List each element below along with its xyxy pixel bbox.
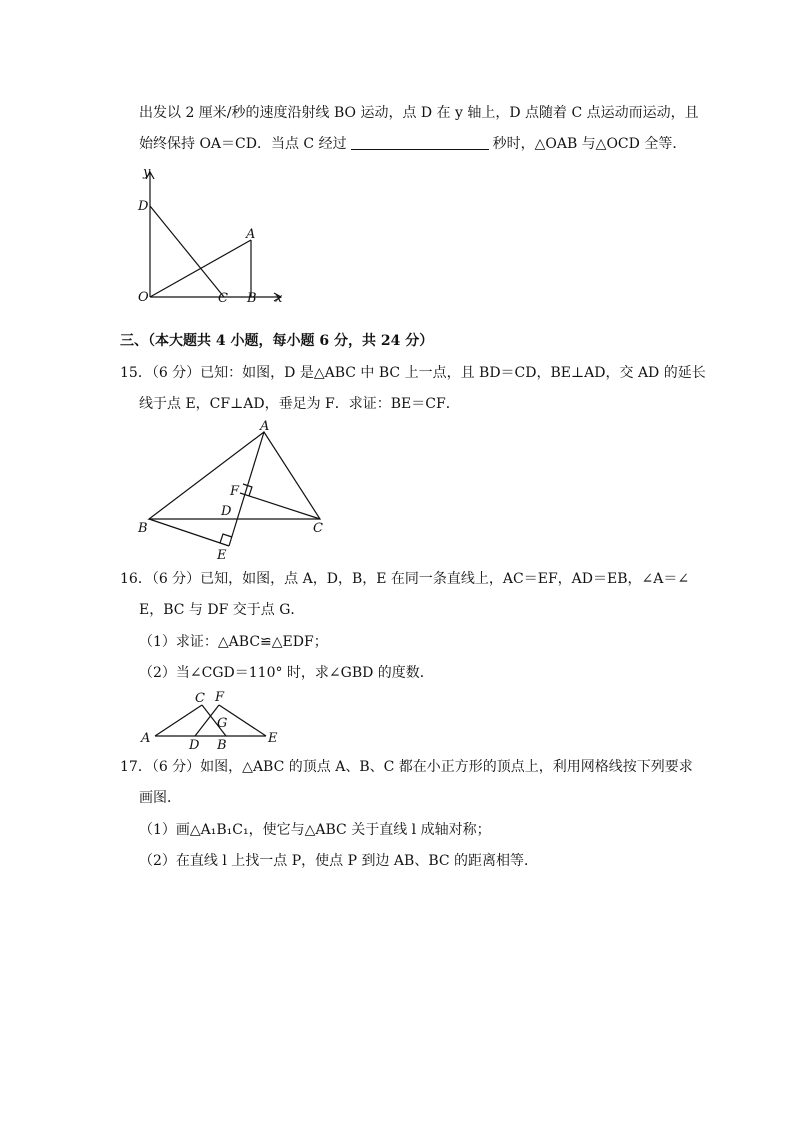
- q15-label-F: F: [230, 484, 240, 499]
- q16-label-G: G: [217, 716, 228, 731]
- q16-segment-AC: [155, 705, 202, 736]
- q16-label-E: E: [268, 731, 278, 746]
- q17-sub1: （1）画△A₁B₁C₁，使它与△ABC 关于直线 l 成轴对称；: [139, 822, 491, 838]
- q16-label-A: A: [141, 731, 151, 746]
- q16-segment-FD: [195, 705, 219, 736]
- q16-line2: E，BC 与 DF 交于点 G．: [139, 602, 305, 618]
- q14-label-y: y: [143, 165, 151, 180]
- q16-line1: 16．（6 分）已知，如图，点 A，D，B，E 在同一条直线上，AC＝EF，AD＝EB，∠A＝∠: [120, 571, 690, 587]
- q14-line1: 出发以 2 厘米/秒的速度沿射线 BO 运动，点 D 在 y 轴上，D 点随着 C 点运动而运动，且: [139, 105, 699, 121]
- q16-label-B: B: [217, 738, 227, 753]
- q14-label-C: C: [218, 291, 228, 306]
- q14-line2-text-a: 始终保持 OA＝CD．当点 C 经过: [139, 136, 347, 152]
- q15-label-B: B: [138, 521, 148, 536]
- q16-label-F: F: [215, 690, 225, 705]
- q15-label-A: A: [260, 419, 270, 434]
- q16-label-D: D: [189, 738, 200, 753]
- q16-label-C: C: [195, 691, 205, 706]
- q14-label-O: O: [138, 290, 149, 305]
- q17-line1: 17．（6 分）如图，△ABC 的顶点 A、B、C 都在小正方形的顶点上，利用网格线按下列要求: [120, 759, 693, 775]
- q14-line2-text-b: 秒时，△OAB 与△OCD 全等．: [492, 136, 687, 152]
- q15-line2: 线于点 E，CF⊥AD，垂足为 F．求证：BE＝CF．: [139, 396, 460, 412]
- q14-label-A: A: [246, 227, 256, 242]
- q17-line2: 画图．: [139, 790, 181, 806]
- q15-line1: 15．（6 分）已知：如图，D 是△ABC 中 BC 上一点，且 BD＝CD，BE⊥AD，交 AD 的延长: [120, 365, 706, 381]
- q14-label-x: x: [275, 291, 283, 306]
- q16-sub2: （2）当∠CGD＝110° 时，求∠GBD 的度数．: [139, 665, 434, 681]
- section3-header: 三、（本大题共 4 小题，每小题 6 分，共 24 分）: [120, 333, 434, 349]
- q15-label-D: D: [221, 504, 232, 519]
- q14-label-D: D: [138, 199, 149, 214]
- q17-sub2: （2）在直线 l 上找一点 P，使点 P 到边 AB、BC 的距离相等．: [139, 853, 539, 869]
- q15-label-E: E: [217, 548, 227, 563]
- q15-label-C: C: [313, 521, 323, 536]
- q16-sub1: （1）求证：△ABC≌△EDF；: [139, 634, 328, 650]
- q14-label-B: B: [247, 291, 257, 306]
